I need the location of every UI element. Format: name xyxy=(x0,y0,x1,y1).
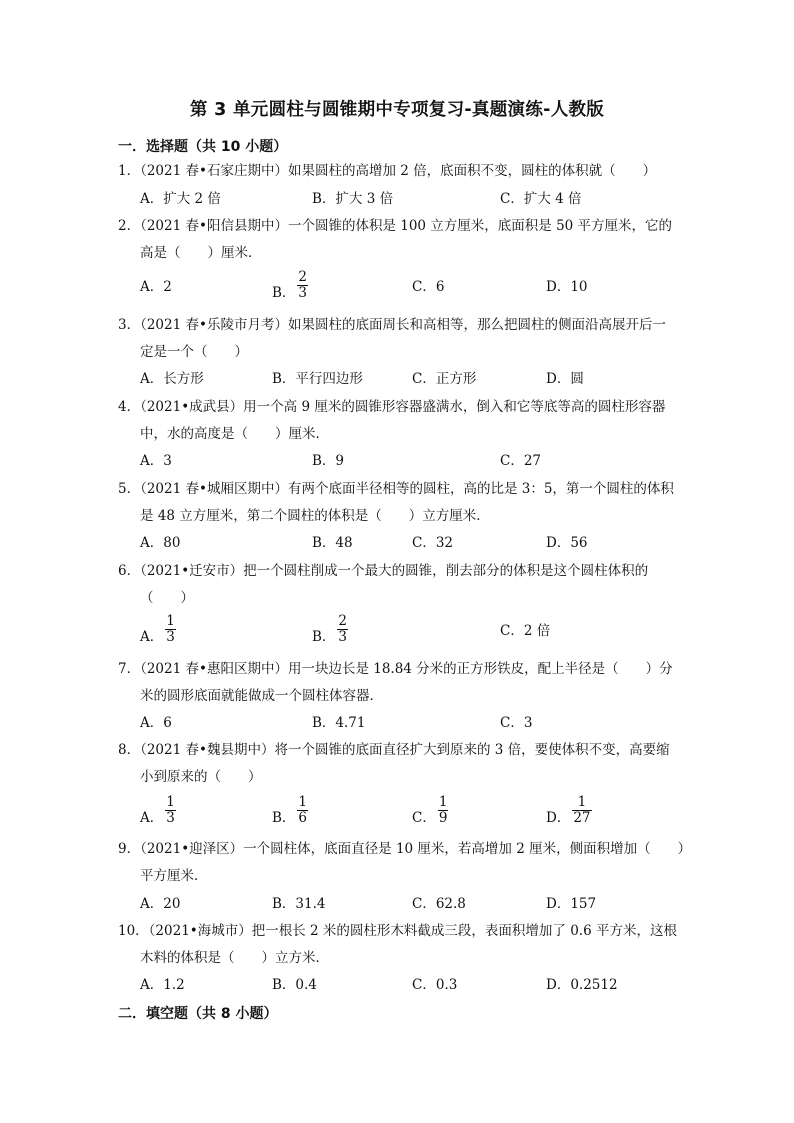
question-1-text: 1．（2021 春•石家庄期中）如果圆柱的高增加 2 倍，底面积不变，圆柱的体积就（ ） xyxy=(118,163,657,179)
option-letter: B． xyxy=(272,810,296,826)
question-2-option-a: A．2 xyxy=(140,279,172,295)
section-heading-choice: 一．选择题（共 10 小题） xyxy=(118,139,288,155)
question-6-option-c: C．2 倍 xyxy=(500,623,551,639)
question-4-text-cont: 中，水的高度是（ ）厘米． xyxy=(140,426,329,442)
question-2-text: 2．（2021 春•阳信县期中）一个圆锥的体积是 100 立方厘米，底面积是 50 平方厘米，它的 xyxy=(118,218,673,234)
fraction-numerator: 2 xyxy=(298,269,308,285)
fraction xyxy=(165,795,176,826)
question-9-text-cont: 平方厘米． xyxy=(140,868,208,884)
question-6-option-a xyxy=(140,614,176,645)
fraction-denominator: 27 xyxy=(573,810,591,826)
fraction xyxy=(165,614,176,645)
question-2-option-c: C．6 xyxy=(412,279,445,295)
question-7-text: 7．（2021 春•惠阳区期中）用一块边长是 18.84 分米的正方形铁皮，配上半径是（ ）分 xyxy=(118,661,673,677)
question-8-text: 8．（2021 春•魏县期中）将一个圆锥的底面直径扩大到原来的 3 倍，要使体积不变，高要缩 xyxy=(118,742,670,758)
question-7-option-b: B．4.71 xyxy=(312,715,366,731)
question-9-option-d: D．157 xyxy=(546,896,597,912)
question-4-option-b: B．9 xyxy=(312,453,345,469)
question-10-option-a: A．1.2 xyxy=(140,977,185,993)
question-5-option-b: B．48 xyxy=(312,535,353,551)
fraction xyxy=(297,795,308,826)
fraction-denominator: 3 xyxy=(166,810,175,826)
fraction xyxy=(297,270,308,301)
question-3-text: 3．（2021 春•乐陵市月考）如果圆柱的底面周长和高相等，那么把圆柱的侧面沿高展开后一 xyxy=(118,317,666,333)
fraction-numerator: 1 xyxy=(166,613,175,629)
question-7-option-c: C．3 xyxy=(500,715,533,731)
question-4-text: 4．（2021•成武县）用一个高 9 厘米的圆锥形容器盛满水，倒入和它等底等高的圆柱形容器 xyxy=(118,399,666,415)
fraction xyxy=(337,614,348,645)
fraction-numerator: 1 xyxy=(577,794,587,810)
question-9-option-b: B．31.4 xyxy=(272,896,326,912)
question-8-option-d xyxy=(546,795,592,826)
question-2-text-cont: 高是（ ）厘米． xyxy=(140,245,262,261)
question-10-text-cont: 木料的体积是（ ）立方米． xyxy=(140,950,329,966)
question-8-option-b xyxy=(272,795,308,826)
question-10-option-b: B．0.4 xyxy=(272,977,317,993)
fraction xyxy=(438,795,449,826)
question-1-option-c: C．扩大 4 倍 xyxy=(500,191,582,207)
question-1-option-b: B．扩大 3 倍 xyxy=(312,191,394,207)
question-5-option-a: A．80 xyxy=(140,535,181,551)
question-5-option-d: D．56 xyxy=(546,535,588,551)
option-letter: B． xyxy=(272,285,296,301)
question-1-option-a: A．扩大 2 倍 xyxy=(140,191,221,207)
option-letter: D． xyxy=(546,810,571,826)
option-letter: A． xyxy=(140,810,164,826)
question-10-text: 10．（2021•海城市）把一根长 2 米的圆柱形木料截成三段，表面积增加了 0.6 平方米，这根 xyxy=(118,923,677,939)
fraction-denominator: 6 xyxy=(298,810,308,826)
question-4-option-c: C．27 xyxy=(500,453,542,469)
fraction-numerator: 2 xyxy=(338,613,348,629)
question-7-option-a: A．6 xyxy=(140,715,172,731)
question-6-text: 6．（2021•迁安市）把一个圆柱削成一个最大的圆锥，削去部分的体积是这个圆柱体积的 xyxy=(118,563,649,579)
fraction-denominator: 3 xyxy=(298,285,308,301)
question-8-option-c xyxy=(412,795,448,826)
question-3-option-c: C．正方形 xyxy=(412,371,477,387)
question-5-text-cont: 是 48 立方厘米，第二个圆柱的体积是（ ）立方厘米． xyxy=(140,508,490,524)
question-8-text-cont: 小到原来的（ ） xyxy=(140,769,262,785)
option-letter: B． xyxy=(312,629,336,645)
question-2-option-d: D．10 xyxy=(546,279,588,295)
fraction-numerator: 1 xyxy=(166,794,175,810)
question-9-text: 9．（2021•迎泽区）一个圆柱体，底面直径是 10 厘米，若高增加 2 厘米，侧面积增加（ ） xyxy=(118,841,692,857)
question-2-option-b xyxy=(272,270,308,301)
option-letter: C． xyxy=(412,810,436,826)
question-5-option-c: C．32 xyxy=(412,535,454,551)
question-10-option-d: D．0.2512 xyxy=(546,977,618,993)
fraction xyxy=(572,795,591,826)
question-3-option-b: B．平行四边形 xyxy=(272,371,363,387)
question-3-text-cont: 定是一个（ ） xyxy=(140,344,248,360)
fraction-denominator: 9 xyxy=(438,810,448,826)
page-title: 第 3 单元圆柱与圆锥期中专项复习-真题演练-人教版 xyxy=(189,100,605,120)
fraction-numerator: 1 xyxy=(438,794,448,810)
question-6-text-cont: （ ） xyxy=(140,590,194,606)
section-heading-fill-blank: 二．填空题（共 8 小题） xyxy=(118,1006,278,1022)
question-9-option-c: C．62.8 xyxy=(412,896,466,912)
option-letter: A． xyxy=(140,629,164,645)
question-3-option-d: D．圆 xyxy=(546,371,584,387)
fraction-denominator: 3 xyxy=(166,629,175,645)
question-10-option-c: C．0.3 xyxy=(412,977,458,993)
question-6-option-b xyxy=(312,614,348,645)
fraction-denominator: 3 xyxy=(338,629,348,645)
question-3-option-a: A．长方形 xyxy=(140,371,204,387)
fraction-numerator: 1 xyxy=(298,794,308,810)
question-4-option-a: A．3 xyxy=(140,453,172,469)
question-9-option-a: A．20 xyxy=(140,896,181,912)
question-7-text-cont: 米的圆形底面就能做成一个圆柱体容器． xyxy=(140,688,383,704)
question-5-text: 5．（2021 春•城厢区期中）有两个底面半径相等的圆柱，高的比是 3：5，第一个圆柱的体积 xyxy=(118,481,674,497)
question-8-option-a xyxy=(140,795,176,826)
